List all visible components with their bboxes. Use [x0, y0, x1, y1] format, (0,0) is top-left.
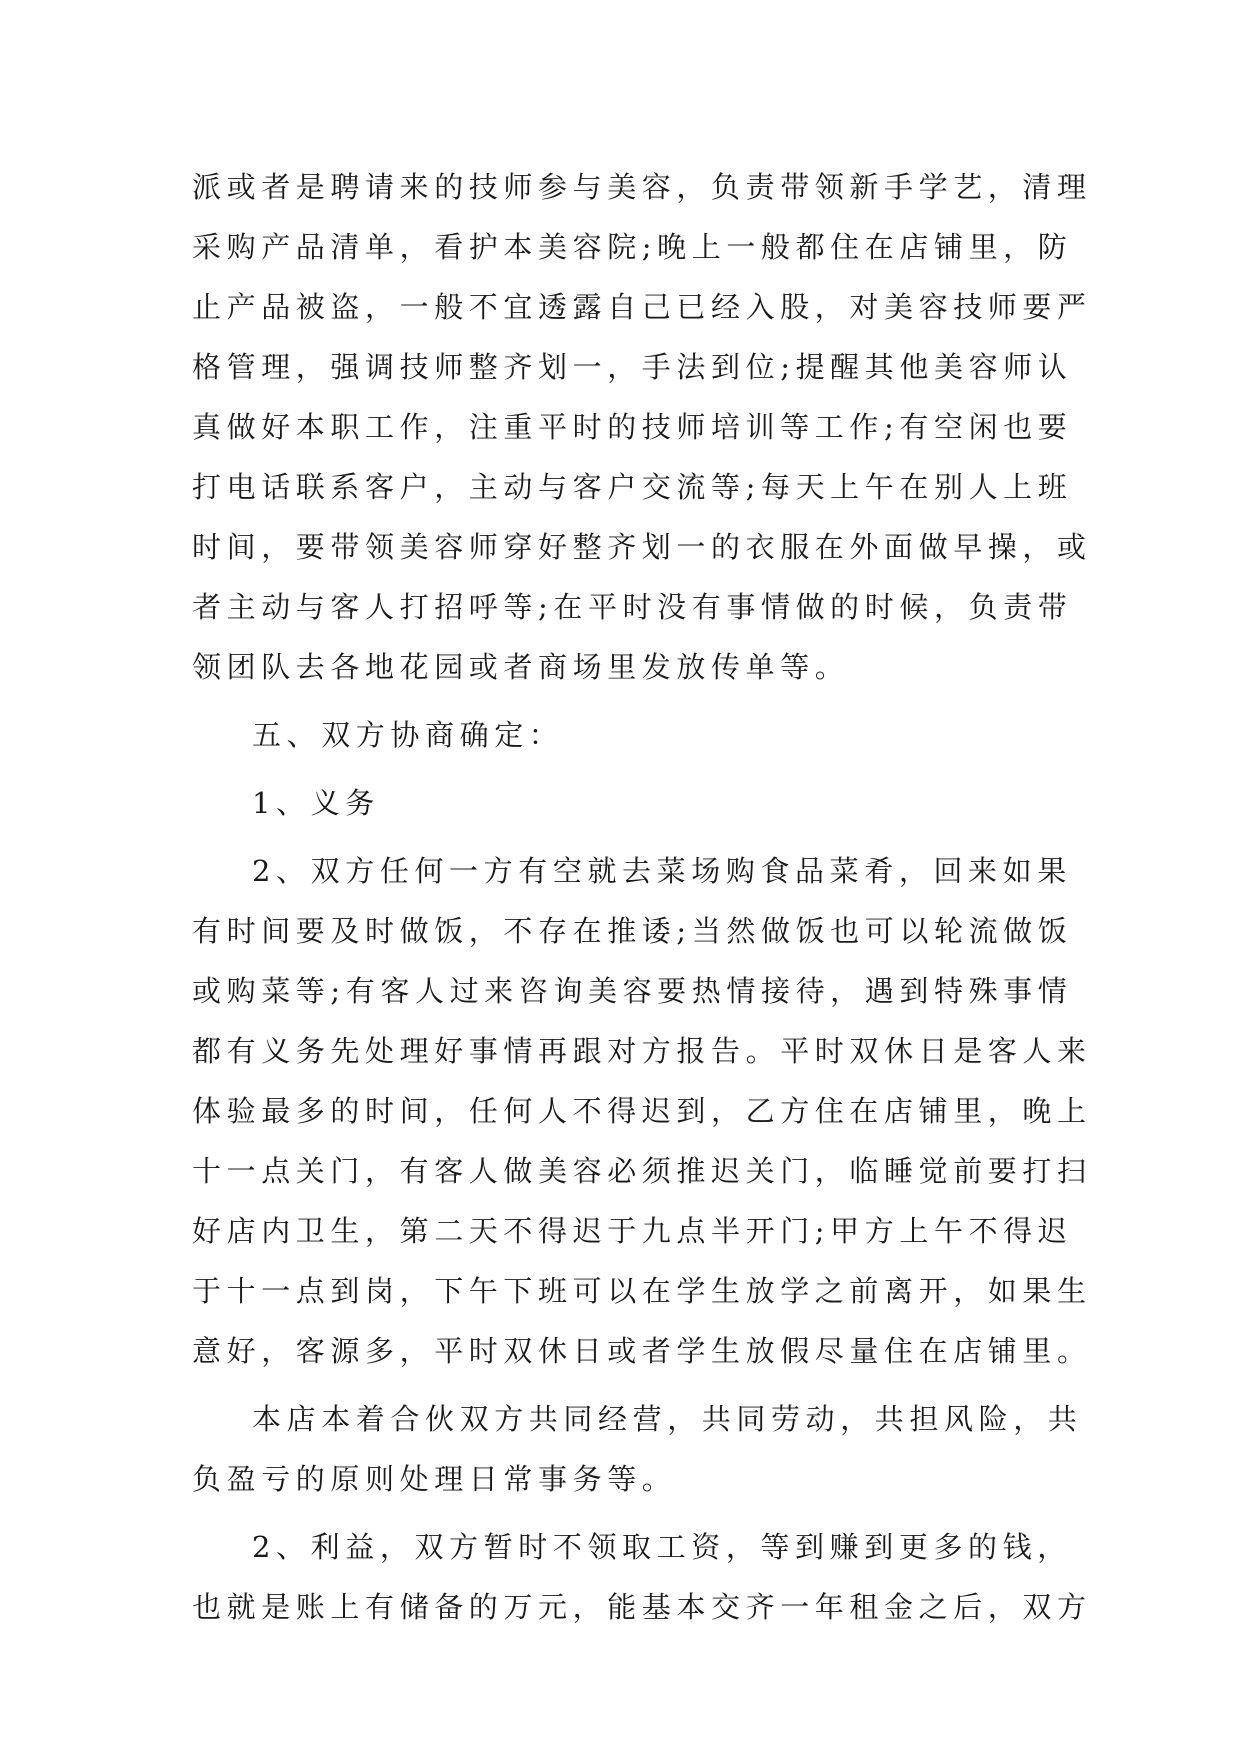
text-line: 好店内卫生，第二天不得迟于九点半开门;甲方上午不得迟 [192, 1214, 1073, 1248]
text-line: 都有义务先处理好事情再跟对方报告。平时双休日是客人来 [192, 1034, 1092, 1068]
text-line: 者主动与客人打招呼等;在平时没有事情做的时候，负责带 [192, 590, 1073, 624]
text-line: 派或者是聘请来的技师参与美容，负责带领新手学艺，清理 [192, 170, 1092, 204]
text-line: 负盈亏的原则处理日常事务等。 [192, 1462, 677, 1496]
paragraph [192, 1389, 1083, 1509]
paragraph-gap [192, 1509, 1054, 1517]
subsection-heading [192, 773, 1054, 833]
text-line: 打电话联系客户，主动与客户交流等;每天上午在别人上班 [192, 470, 1073, 504]
text-line: 采购产品清单，看护本美容院;晚上一般都住在店铺里，防 [192, 230, 1073, 264]
text-line: 止产品被盗，一般不宜透露自己已经入股，对美容技师要严 [192, 290, 1092, 324]
text-line: 2、利益，双方暂时不领取工资，等到赚到更多的钱， [252, 1530, 1072, 1564]
text-line: 五、双方协商确定： [252, 718, 564, 752]
paragraph-gap [192, 1381, 1054, 1389]
text-line: 时间，要带领美容师穿好整齐划一的衣服在外面做早操，或 [192, 530, 1092, 564]
text-line: 1、义务 [252, 786, 380, 820]
text-line: 也就是账上有储备的万元，能基本交齐一年租金之后，双方 [192, 1590, 1092, 1624]
text-line: 或购菜等;有客人过来咨询美容要热情接待，遇到特殊事情 [192, 974, 1073, 1008]
paragraph [192, 157, 1092, 697]
paragraph-gap [192, 765, 1054, 773]
paragraph-gap [192, 833, 1054, 841]
text-line: 格管理，强调技师整齐划一，手法到位;提醒其他美容师认 [192, 350, 1073, 384]
paragraph [192, 841, 1092, 1381]
text-line: 真做好本职工作，注重平时的技师培训等工作;有空闲也要 [192, 410, 1073, 444]
text-line: 意好，客源多，平时双休日或者学生放假尽量住在店铺里。 [192, 1334, 1092, 1368]
document-body [192, 157, 1092, 1637]
text-line: 有时间要及时做饭，不存在推诿;当然做饭也可以轮流做饭 [192, 914, 1073, 948]
section-heading [192, 705, 1054, 765]
text-line: 于十一点到岗，下午下班可以在学生放学之前离开，如果生 [192, 1274, 1092, 1308]
paragraph-gap [192, 697, 1054, 705]
text-line: 体验最多的时间，任何人不得迟到，乙方住在店铺里，晚上 [192, 1094, 1092, 1128]
text-line: 2、双方任何一方有空就去菜场购食品菜肴，回来如果 [252, 854, 1072, 888]
text-line: 本店本着合伙双方共同经营，共同劳动，共担风险，共 [252, 1402, 1083, 1436]
paragraph [192, 1517, 1092, 1637]
text-line: 领团队去各地花园或者商场里发放传单等。 [192, 650, 850, 684]
text-line: 十一点关门，有客人做美容必须推迟关门，临睡觉前要打扫 [192, 1154, 1092, 1188]
